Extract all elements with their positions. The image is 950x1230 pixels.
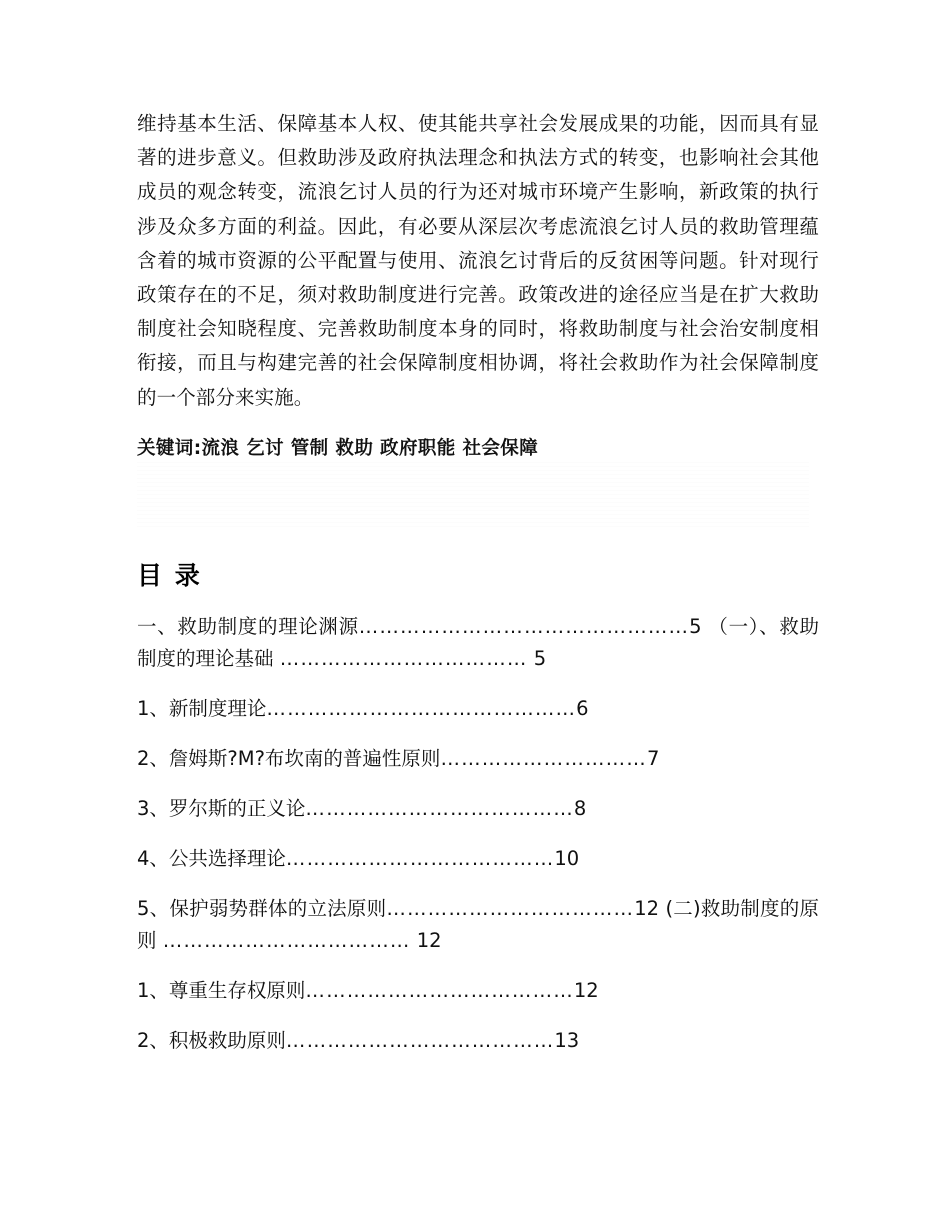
toc-entry[interactable] [137,975,819,1007]
toc-entry-label: 2、积极救助原则 [137,1028,286,1052]
toc-dot-leader: ………………………… [440,746,647,770]
toc-entry[interactable] [137,793,819,825]
toc-trailer-dot-leader: ……………………………… [279,646,528,670]
toc-dot-leader: ………………………………… [285,846,555,870]
toc-dot-leader: ……………………………………… [266,696,577,720]
toc-entry-label: 5、保护弱势群体的立法原则 [137,896,387,920]
toc-page-number: 7 [646,746,660,770]
toc-entry-trailer-label: (二)救助制度的原则 [137,896,819,952]
toc-dot-leader: ……………………………… [386,896,635,920]
toc-dot-leader: ………………………………… [305,796,574,820]
toc-page-number: 13 [554,1028,580,1052]
toc-page-number: 5 [689,614,702,638]
table-of-contents [137,593,819,1057]
toc-dot-leader: ………………………………… [305,978,574,1002]
keywords-line: 关键词:流浪 乞讨 管制 救助 政府职能 社会保障 [137,437,539,459]
toc-page-number: 8 [573,796,587,820]
toc-entry[interactable] [137,611,819,675]
toc-trailer-page-number: 5 [527,646,547,670]
toc-page-number: 6 [576,696,589,720]
page-content [137,0,819,1057]
page-title: 目 录 [137,560,202,590]
toc-entry[interactable] [137,693,819,725]
toc-entry-label: 2、詹姆斯?M?布坎南的普遍性原则 [137,746,441,770]
toc-page-number: 12 [573,978,599,1002]
toc-dot-leader: ………………………………… [285,1028,555,1052]
toc-entry-trailer-label: （一）、救助制度的理论基础 [137,614,819,670]
toc-entry-label: 1、尊重生存权原则 [137,978,306,1002]
toc-page-number: 12 [634,896,660,920]
abstract-paragraph: 维持基本生活、保障基本人权、使其能共享社会发展成果的功能，因而具有显著的进步意义。但救助涉及政府执法理念和执法方式的转变，也影响社会其他成员的观念转变，流浪乞讨人员的行为还对城市环境产生影响，新政策的执行涉及众多方面的利益。因此，有必要从深层次考虑流浪乞讨人员的救助管理蕴含着的城市资源的公平配置与使用、流浪乞讨背后的反贫困等问题。针对现行政策存在的不足，须对救助制度进行完善。政策改进的途径应当是在扩大救助制度社会知晓程度、完善救助制度本身的同时，将救助制度与社会治安制度相衔接，而且与构建完善的社会保障制度相协调，将社会救助作为社会保障制度的一个部分来实施。 [137,112,819,409]
toc-trailer-page-number: 12 [410,928,442,952]
toc-dot-leader: ………………………………………… [358,614,690,638]
toc-entry[interactable] [137,1025,819,1057]
toc-entry[interactable] [137,743,819,775]
toc-entry-label: 1、新制度理论 [137,696,267,720]
toc-entry-label: 4、公共选择理论 [137,846,286,870]
toc-page-number: 10 [554,846,580,870]
toc-entry[interactable] [137,893,819,957]
toc-trailer-dot-leader: ……………………………… [162,928,411,952]
toc-entry[interactable] [137,843,819,875]
toc-entry-label: 3、罗尔斯的正义论 [137,796,306,820]
toc-entry-label: 一、救助制度的理论渊源 [137,614,359,638]
